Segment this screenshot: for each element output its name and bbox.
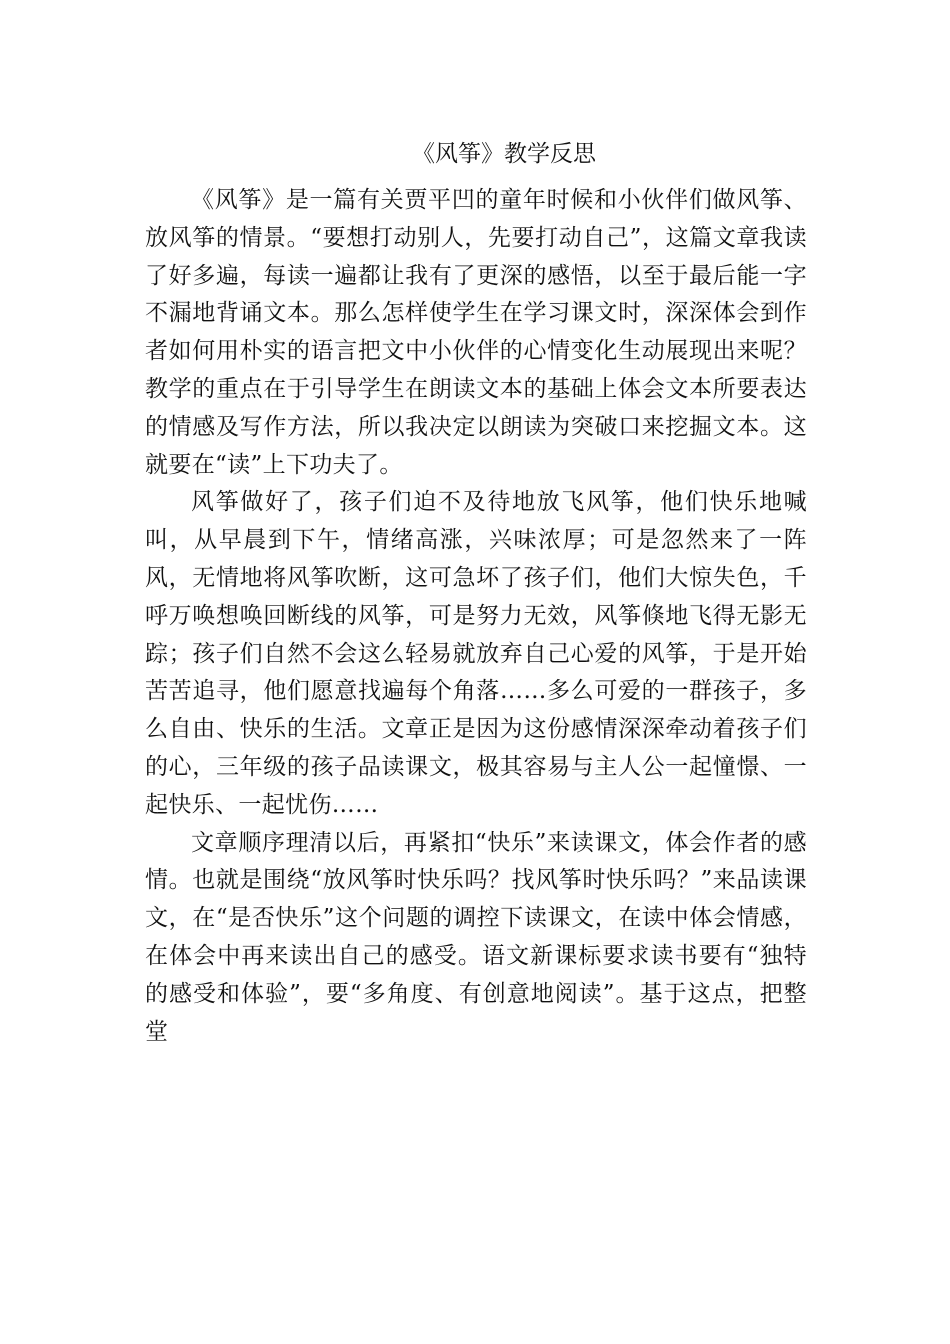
document-body bbox=[145, 182, 807, 1051]
paragraph-1: 《风筝》是一篇有关贾平凹的童年时候和小伙伴们做风筝、放风筝的情景。“要想打动别人，先要打动自己”，这篇文章我读了好多遍，每读一遍都让我有了更深的感悟，以至于最后能一字不漏地背诵文本。那么怎样使学生在学习课文时，深深体会到作者如何用朴实的语言把文中小伙伴的心情变化生动展现出来呢？教学的重点在于引导学生在朗读文本的基础上体会文本所要表达的情感及写作方法，所以我决定以朗读为突破口来挖掘文本。这就要在“读”上下功夫了。 bbox=[145, 187, 807, 478]
paragraph-3: 文章顺序理清以后，再紧扣“快乐”来读课文，体会作者的感情。也就是围绕“放风筝时快乐吗？找风筝时快乐吗？”来品读课文，在“是否快乐”这个问题的调控下读课文，在读中体会情感，在体会中再来读出自己的感受。语文新课标要求读书要有“独特的感受和体验”，要“多角度、有创意地阅读”。基于这点，把整堂 bbox=[145, 829, 807, 1045]
paragraph-2: 风筝做好了，孩子们迫不及待地放飞风筝，他们快乐地喊叫，从早晨到下午，情绪高涨，兴味浓厚；可是忽然来了一阵风，无情地将风筝吹断，这可急坏了孩子们，他们大惊失色，千呼万唤想唤回断线的风筝，可是努力无效，风筝倏地飞得无影无踪；孩子们自然不会这么轻易就放弃自己心爱的风筝，于是开始苦苦追寻，他们愿意找遍每个角落……多么可爱的一群孩子，多么自由、快乐的生活。文章正是因为这份感情深深牵动着孩子们的心，三年级的孩子品读课文，极其容易与主人公一起憧憬、一起快乐、一起忧伤…… bbox=[145, 489, 807, 818]
document-title: 《风筝》教学反思 bbox=[412, 141, 596, 167]
